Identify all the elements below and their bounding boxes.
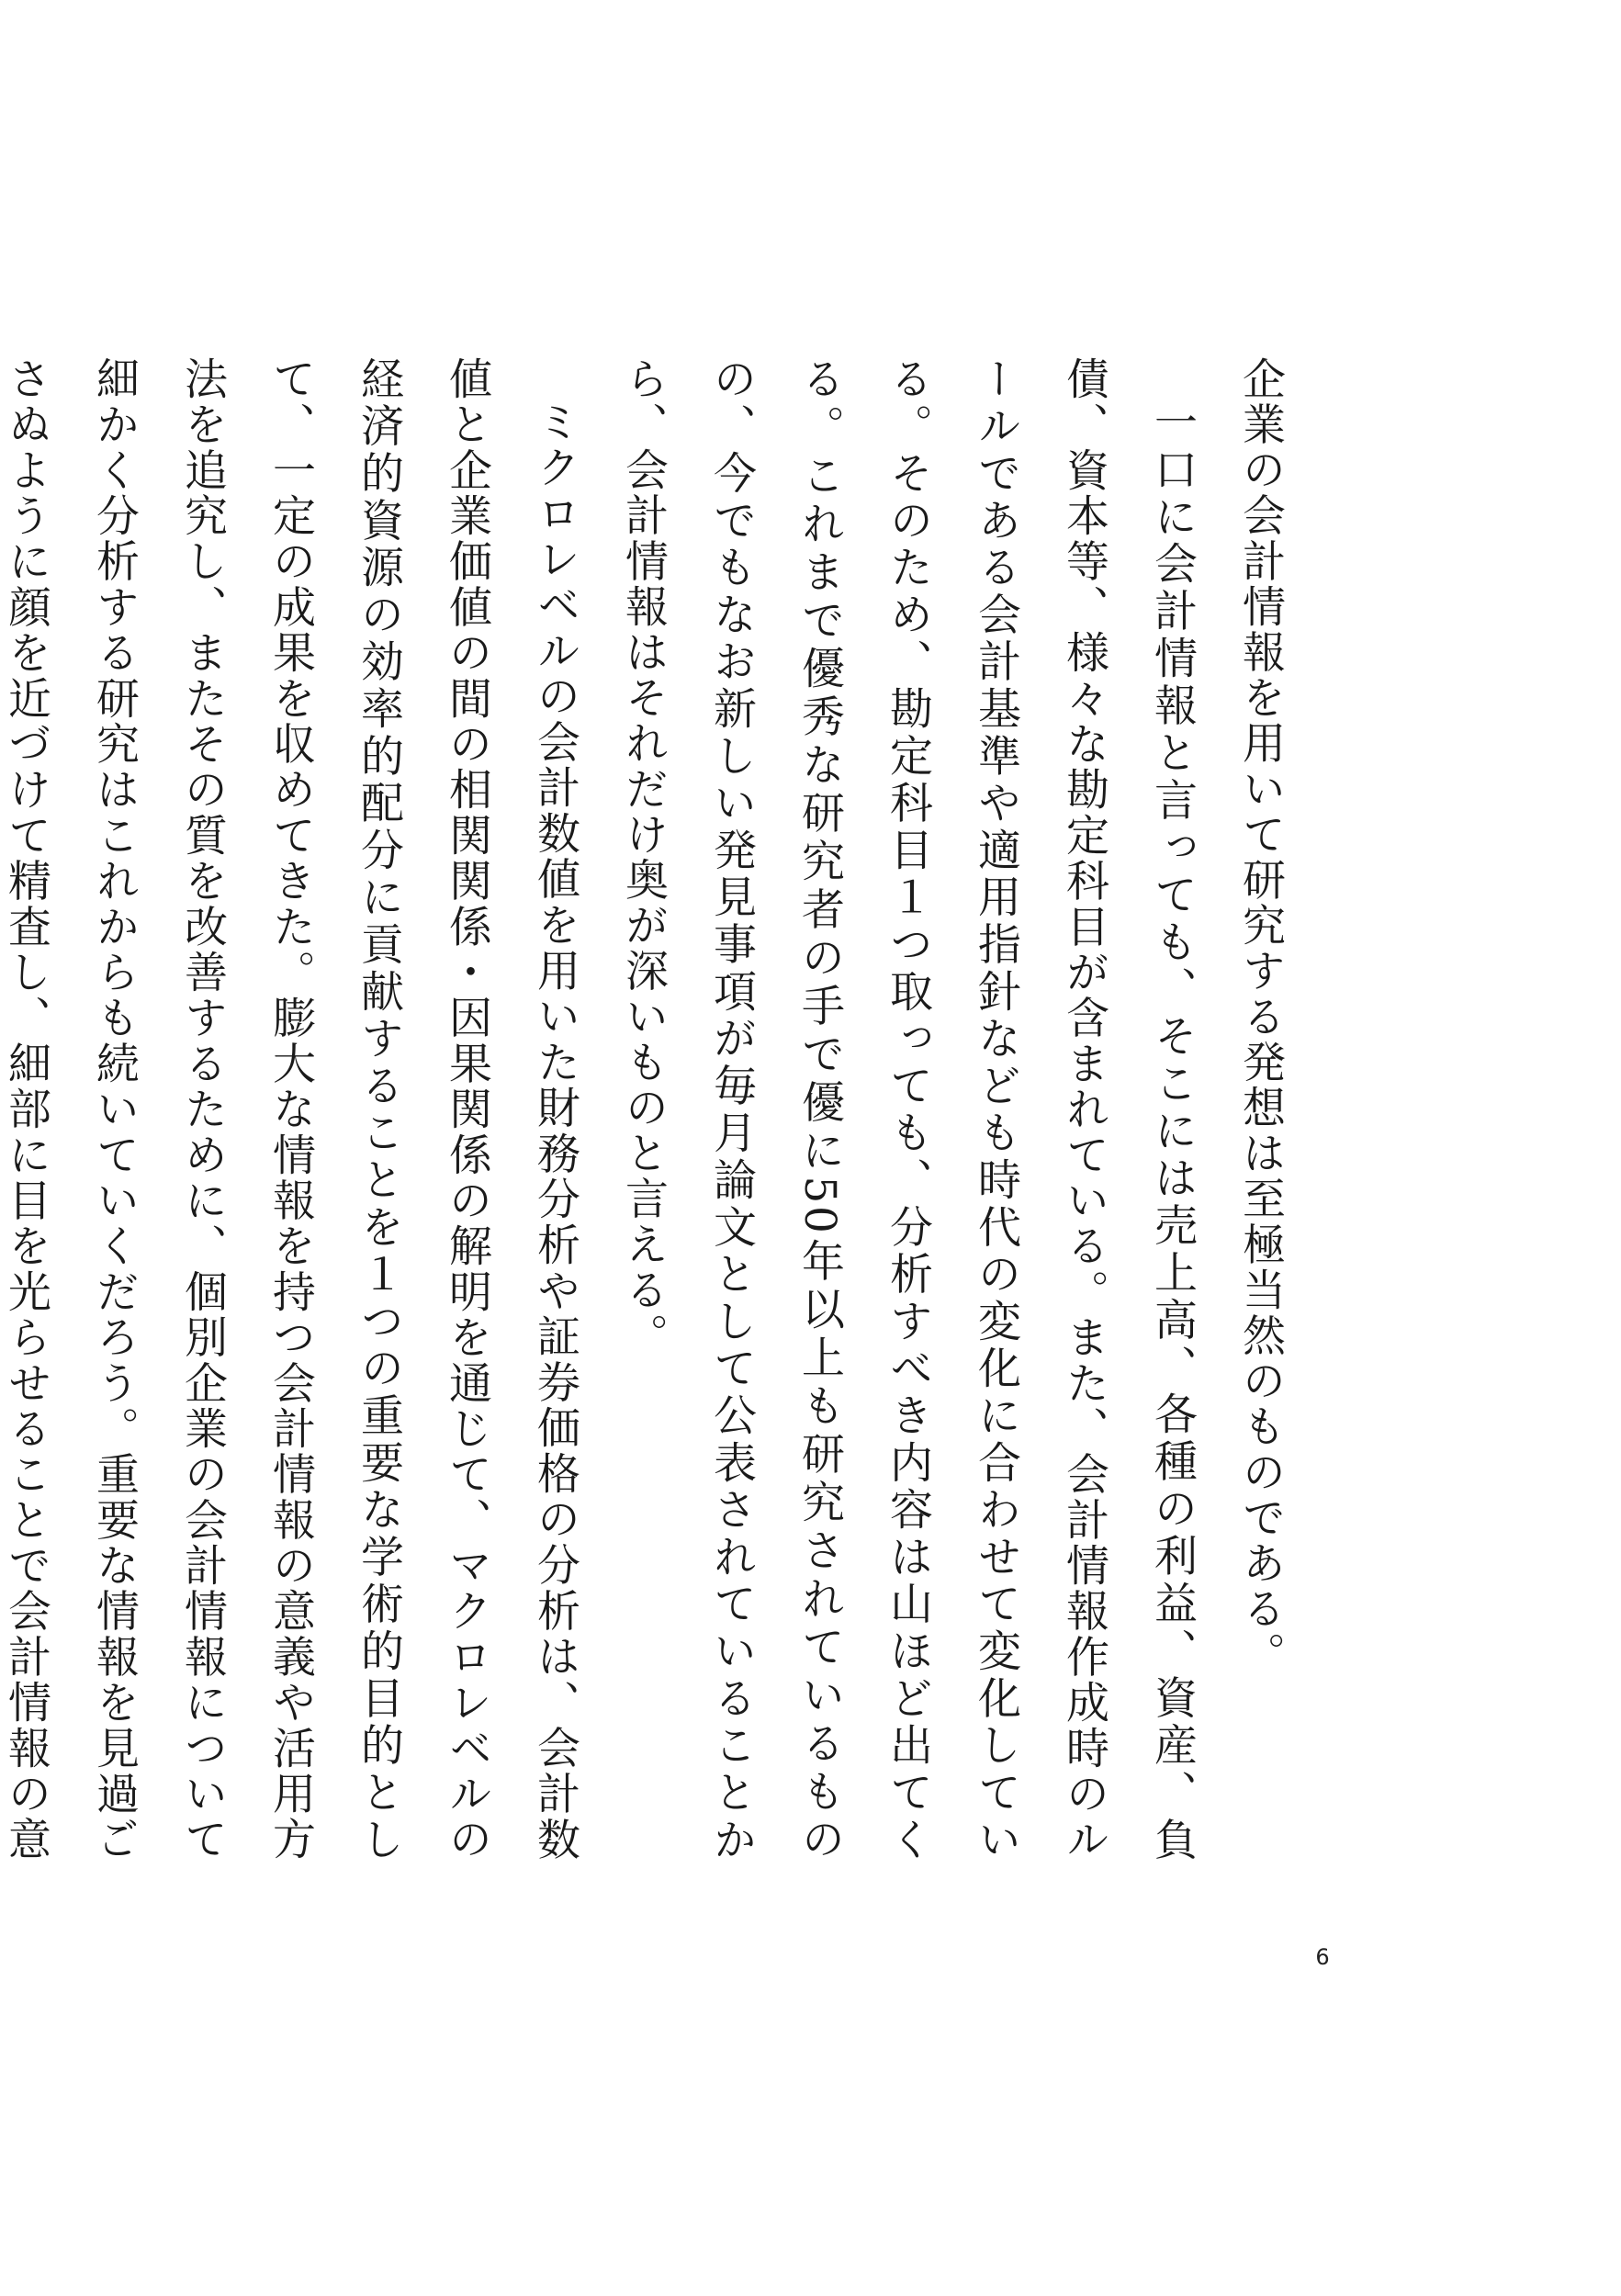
page-number: 6 — [1315, 1944, 1330, 1970]
vertical-body-text — [1, 356, 1304, 1863]
paragraph: ミクロレベルの会計数値を用いた財務分析や証券価格の分析は、会計数値と企業価値の間の相関関係・因果関係の解明を通じて、マクロレベルの経済的資源の効率的配分に貢献することを１つの重要な学術的目的として、一定の成果を収めてきた。膨大な情報を持つ会計情報の意義や活用方法を追究し、またその質を改善するために、個別企業の会計情報について細かく分析する研究はこれからも続いていくだろう。重要な情報を見過ごさぬように顔を近づけて精査し、細部に目を光らせることで会計情報の意 — [1, 356, 580, 1863]
paragraph: 一口に会計情報と言っても、そこには売上高、各種の利益、資産、負債、資本等、様々な勘定科目が含まれている。また、会計情報作成時のルールである会計基準や適用指針なども時代の変化に合わせて変化している。そのため、勘定科目１つ取っても、分析すべき内容は山ほど出てくる。これまで優秀な研究者の手で優に50年以上も研究されているものの、今でもなお新しい発見事項が毎月論文として公表されていることから、会計情報はそれだけ奥が深いものと言える。 — [618, 356, 1198, 1863]
paragraph: 企業の会計情報を用いて研究する発想は至極当然のものである。 — [1235, 356, 1286, 1678]
